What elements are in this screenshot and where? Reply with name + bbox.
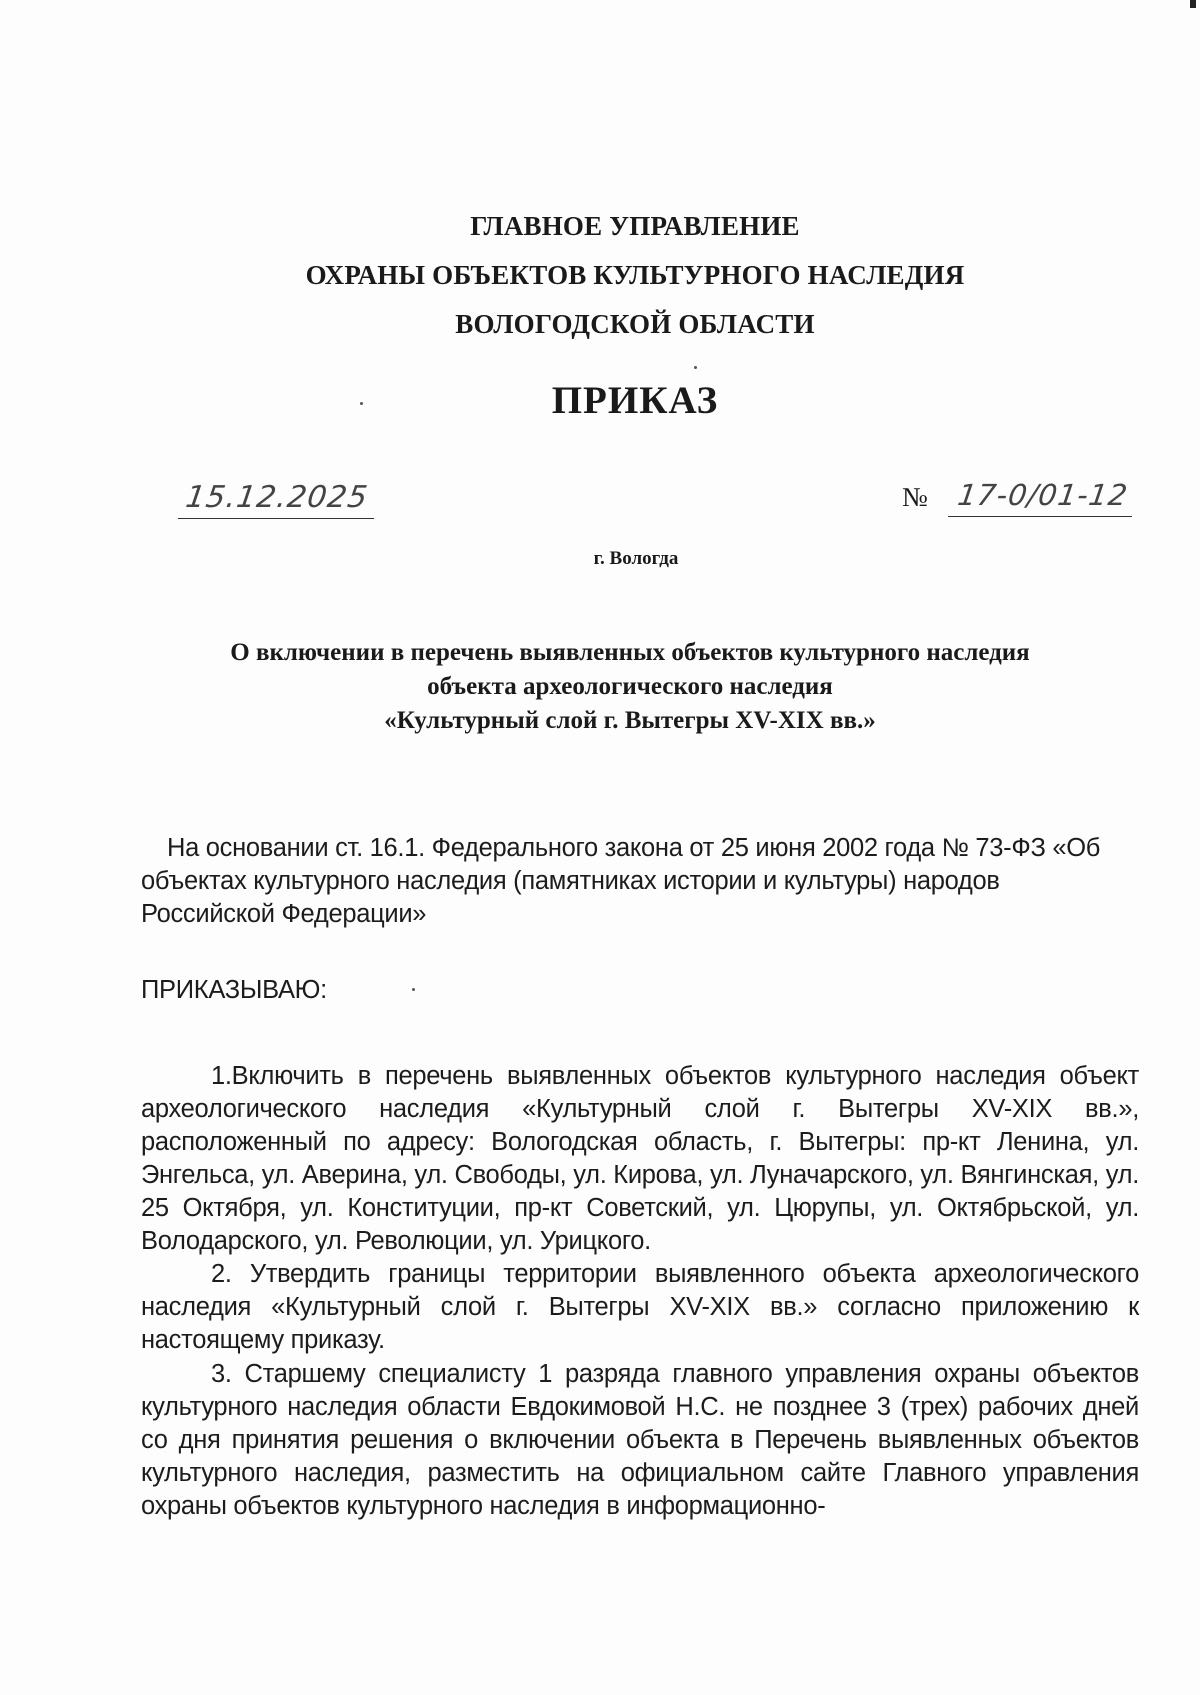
city — [0, 548, 1200, 570]
order-word: ПРИКАЗЫВАЮ: — [141, 976, 327, 1004]
authority-line-2: ОХРАНЫ ОБЪЕКТОВ КУЛЬТУРНОГО НАСЛЕДИЯ — [305, 260, 965, 290]
document-type-label: ПРИКАЗ — [551, 379, 719, 422]
document-type — [0, 378, 1200, 423]
scan-mark — [1190, 0, 1196, 8]
subject-line-1: О включении в перечень выявленных объектов культурного наследия — [230, 639, 1030, 666]
scan-speck — [694, 366, 697, 369]
subject-line-2: объекта археологического наследия — [427, 673, 833, 700]
number-sign: № — [902, 482, 928, 512]
authority-line-3: ВОЛОГОДСКОЙ ОБЛАСТИ — [455, 309, 815, 339]
city-label: г. Вологда — [593, 548, 679, 569]
order-item-3: 3. Старшему специалисту 1 разряда главного управления охраны объектов культурного наследия области Евдокимовой Н.С. не позднее 3 (трех) рабочих дней со дня принятия решения о включении объекта в Перечень выявленных объектов культурного наследия, разместить на официальном сайте Главного управления охраны объектов культурного наследия в информационно- — [141, 1360, 1139, 1520]
authority-header — [0, 202, 1200, 349]
authority-line-1: ГЛАВНОЕ УПРАВЛЕНИЕ — [470, 211, 800, 241]
scan-speck — [412, 988, 415, 991]
date-field — [178, 478, 374, 519]
order-item-1: 1.Включить в перечень выявленных объектов культурного наследия объект археологического наследия «Культурный слой г. Вытегры XV-XIX вв.», расположенный по адресу: Вологодская область, г. Вытегры: пр-кт Ленина, ул. Энгельса, ул. Аверина, ул. Свободы, ул. Кирова, ул. Луначарского, ул. Вянгинская, ул. 25 Октября, ул. Конституции, пр-кт Советский, ул. Цюрупы, ул. Октябрьской, ул. Володарского, ул. Революции, ул. Урицкого. — [141, 1062, 1139, 1255]
scan-speck — [360, 402, 363, 405]
order-item-2: 2. Утвердить границы территории выявленного объекта археологического наследия «Культурный слой г. Вытегры XV-XIX вв.» согласно приложению к настоящему приказу. — [141, 1260, 1139, 1354]
legal-basis-paragraph: На основании ст. 16.1. Федерального закона от 25 июня 2002 года № 73-ФЗ «Об объектах культурного наследия (памятниках истории и культуры) народов Российской Федерации» — [141, 834, 1101, 928]
order-subject — [150, 636, 1110, 738]
number-field — [948, 478, 1132, 517]
handwritten-number: 17-0/01-12 — [955, 478, 1131, 512]
handwritten-date: 15.12.2025 — [183, 480, 371, 515]
subject-line-3: «Культурный слой г. Вытегры XV-XIX вв.» — [384, 707, 876, 734]
